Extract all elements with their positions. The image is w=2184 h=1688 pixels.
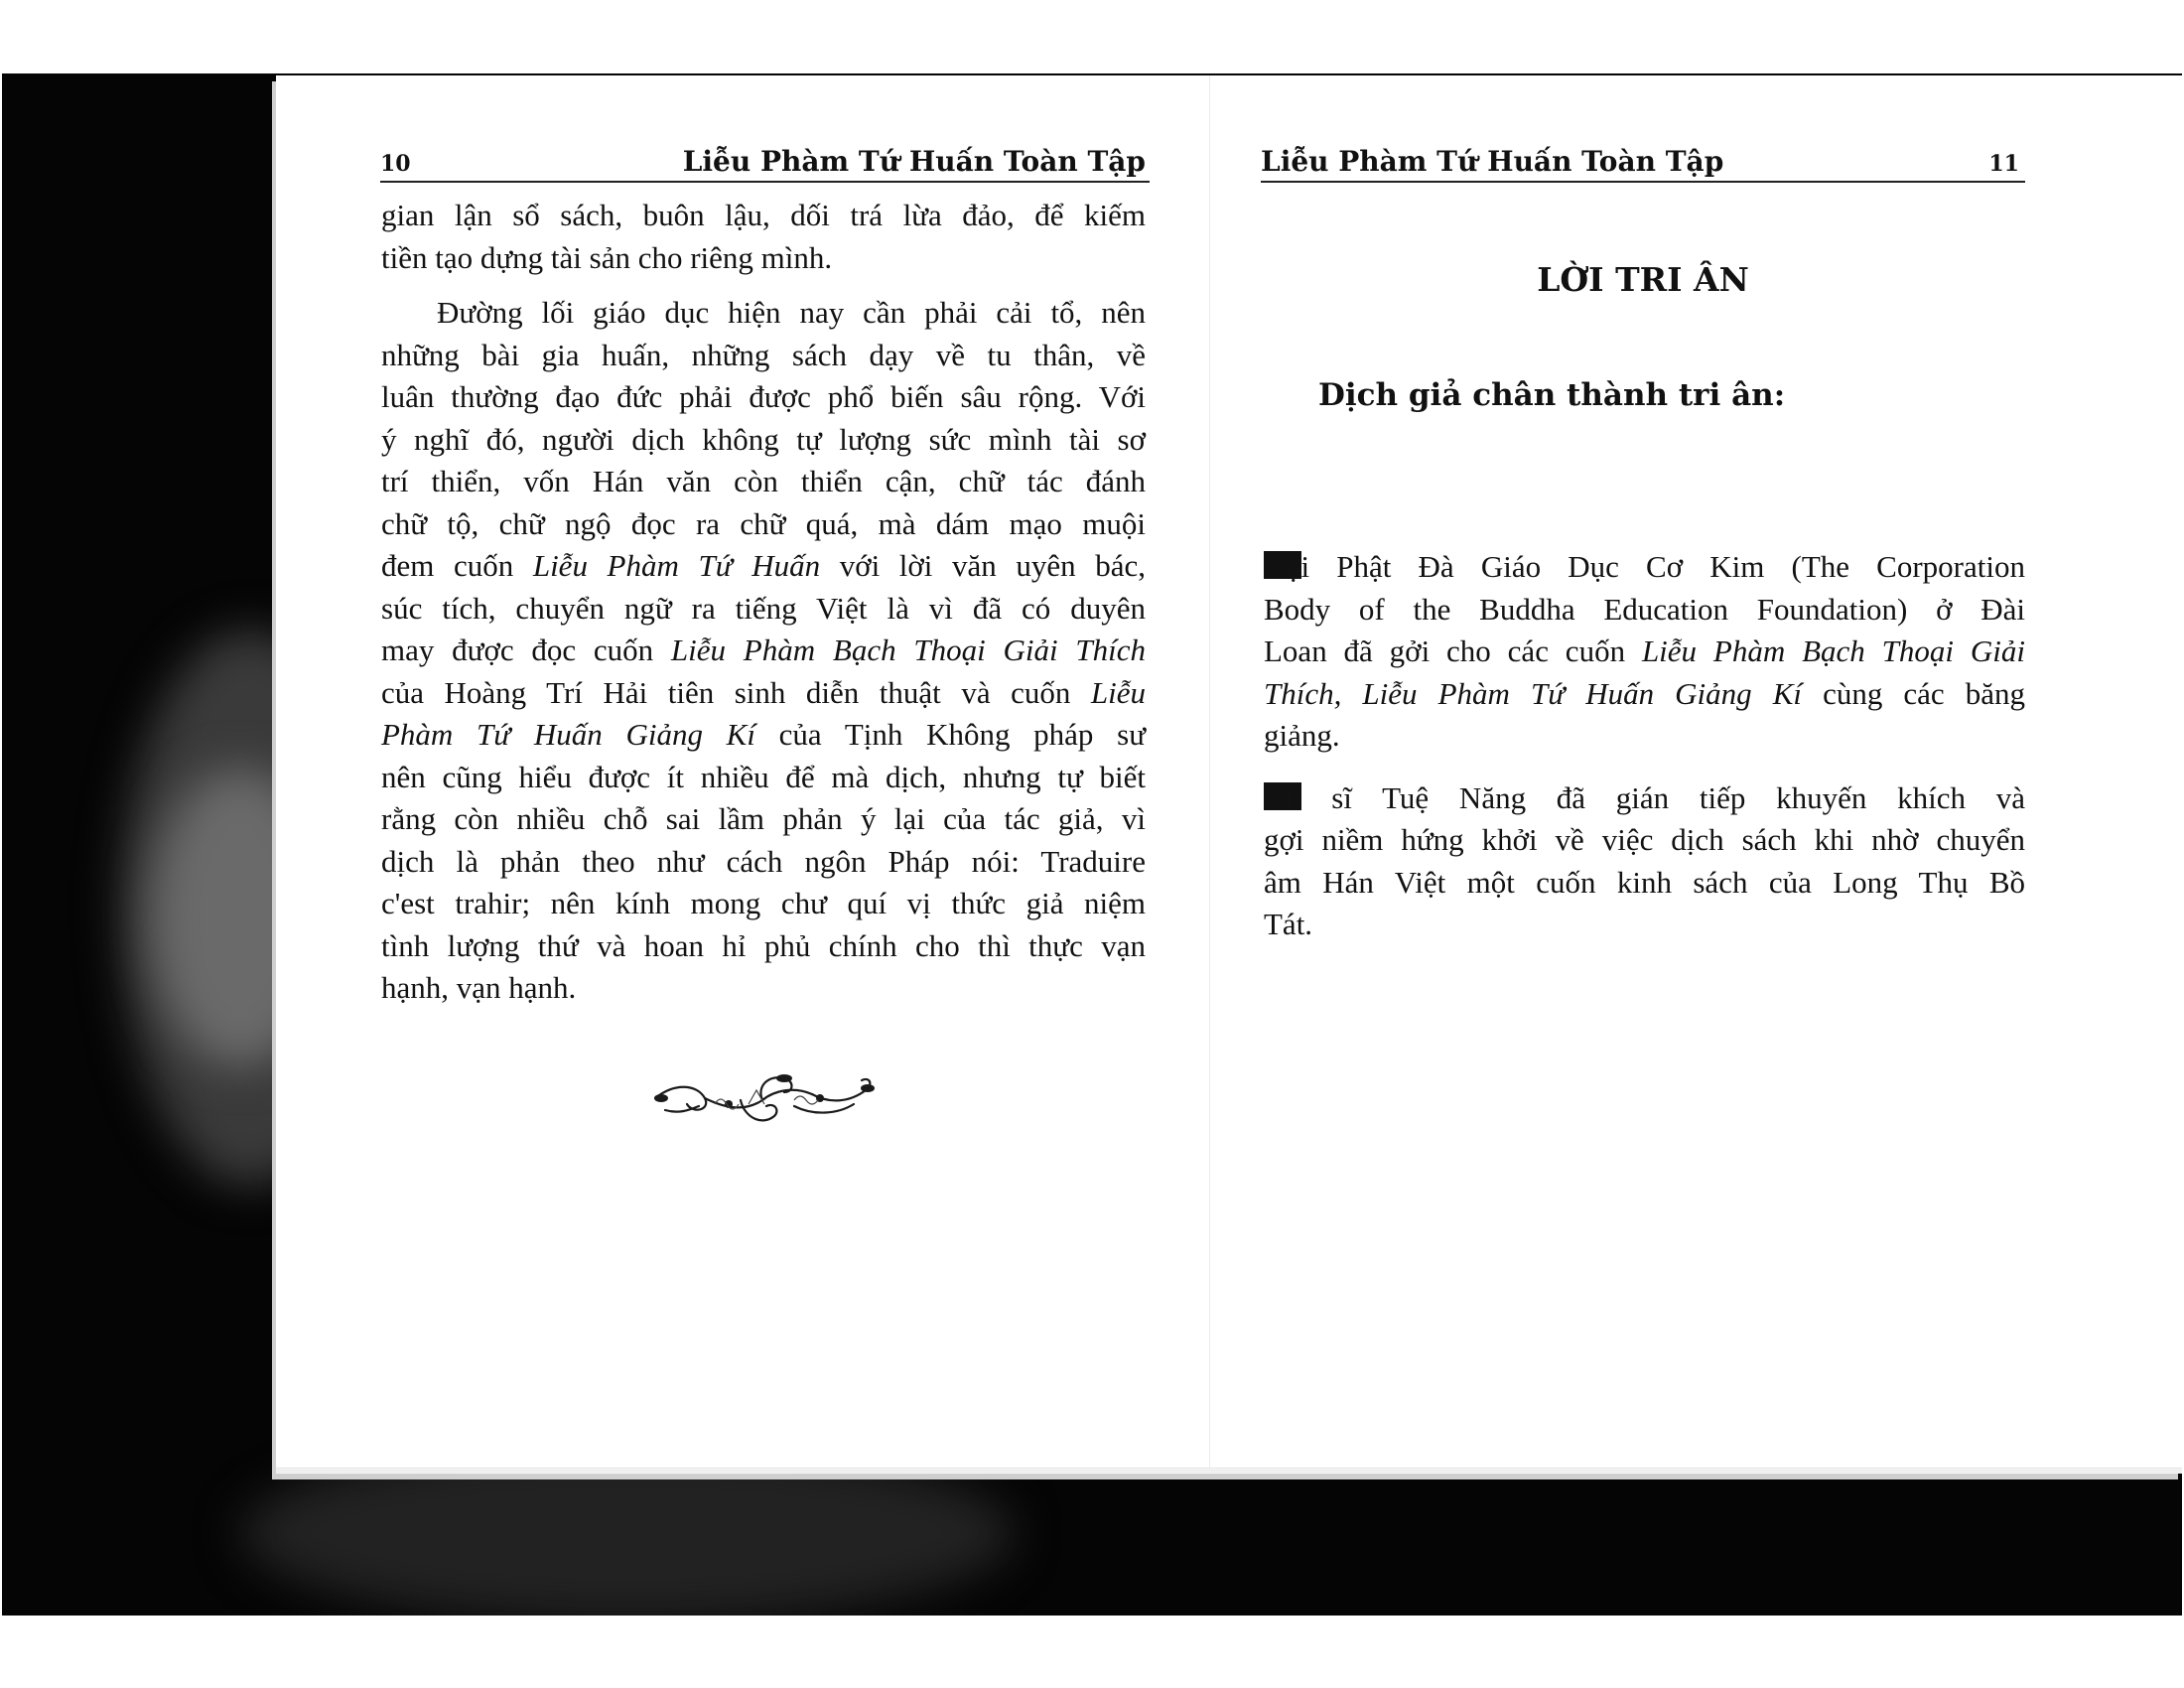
text-run: đem cuốn [381,548,533,583]
book-title: Phàm Tứ Huấn Giảng Kí [381,717,755,752]
text-line: trí thiển, vốn Hán văn còn thiển cận, chữ tác đánh [381,464,1146,498]
book-title: Liễu Phàm Bạch Thoại Giải Thích [670,633,1146,667]
right-page [1210,75,2182,1474]
paragraph [1264,777,2025,946]
book-title: Liễu [1090,674,1146,710]
text-line: ý nghĩ đó, người dịch không tự lượng sức mình tài sơ [381,421,1146,457]
open-book [276,75,2182,1474]
text-line: rằng còn nhiều chỗ sai lầm phản ý lại của tác giả, vì [381,801,1146,836]
paragraph [1264,546,2025,758]
ornament-flourish-icon [645,1064,884,1136]
text-line [381,672,1146,715]
text-line: hạnh, vạn hạnh. [381,970,577,1005]
text-run: ội Phật Đà Giáo Dục Cơ Kim (The Corporation [1286,549,2025,584]
text-line: những bài gia huấn, những sách dạy về tu thân, về [381,337,1146,372]
text-line: c'est trahir; nên kính mong chư quí vị thức giả niệm [381,886,1146,920]
text-line: gợi niềm hứng khởi về việc dịch sách khi nhờ chuyển [1264,822,2025,857]
paragraph [381,292,1146,1010]
running-head: Liễu Phàm Tứ Huấn Toàn Tập [682,145,1146,178]
text-line: nên cũng hiểu được ít nhiều để mà dịch, nhưng tự biết [381,759,1146,794]
right-page-body [1264,546,2025,946]
text-line: chữ tộ, chữ ngộ đọc ra chữ quá, mà dám mạo muội [381,505,1146,541]
text-run: của Hoàng Trí Hải tiên sinh diễn thuật và cuốn [381,674,1091,710]
book-title: Liễu Phàm Tứ Huấn [532,548,821,583]
text-line [1264,546,2025,589]
text-line: gian lận sổ sách, buôn lậu, dối trá lừa đảo, để kiếm [381,198,1146,232]
text-run: cùng các băng [1802,675,2026,711]
left-page-body [381,195,1146,1010]
text-line: Body of the Buddha Education Foundation) ở Đài [1264,591,2025,627]
text-line: dịch là phản theo như cách ngôn Pháp nói: Traduire [381,843,1146,879]
text-line: tiền tạo dựng tài sản cho riêng mình. [381,239,833,275]
text-line: giảng. [1264,718,1340,753]
left-page-header [380,137,1150,183]
text-line: Đường lối giáo dục hiện nay cần phải cải tổ, nên [437,295,1146,330]
text-run: của Tịnh Không pháp sư [754,717,1146,752]
book-title: Liễu Phàm Bạch Thoại Giải [1641,633,2025,668]
text-run: u sĩ Tuệ Năng đã gián tiếp khuyến khích và [1286,779,2025,815]
text-line [381,630,1146,672]
left-page [276,75,1209,1474]
section-subtitle: Dịch giả chân thành tri ân: [1318,377,1786,413]
text-line: luân thường đạo đức phải được phổ biến sâu rộng. Với [381,379,1146,414]
text-line [381,714,1146,757]
running-head: Liễu Phàm Tứ Huấn Toàn Tập [1261,145,1724,178]
text-line: âm Hán Việt một cuốn kinh sách của Long Thụ Bồ [1264,864,2025,900]
text-line: tình lượng thứ và hoan hỉ phủ chính cho thì thực vạn [381,927,1146,963]
text-run: may được đọc cuốn [381,633,671,667]
text-run: với lời văn uyên bác, [820,548,1146,583]
text-line [1264,673,2025,716]
page-number: 10 [380,151,411,177]
text-line: Tát. [1264,907,1313,941]
section-title: LỜI TRI ÂN [1537,260,1749,299]
right-page-header [1261,137,2025,183]
paragraph [381,195,1146,279]
text-run: Loan đã gởi cho các cuốn [1264,633,1642,668]
text-line [1264,631,2025,673]
text-line [1264,777,2025,820]
text-line [381,545,1146,588]
page-number: 11 [1988,151,2019,177]
book-title: Thích, Liễu Phàm Tứ Huấn Giảng Kí [1264,675,1803,711]
text-line: súc tích, chuyển ngữ ra tiếng Việt là vì đã có duyên [381,590,1146,626]
